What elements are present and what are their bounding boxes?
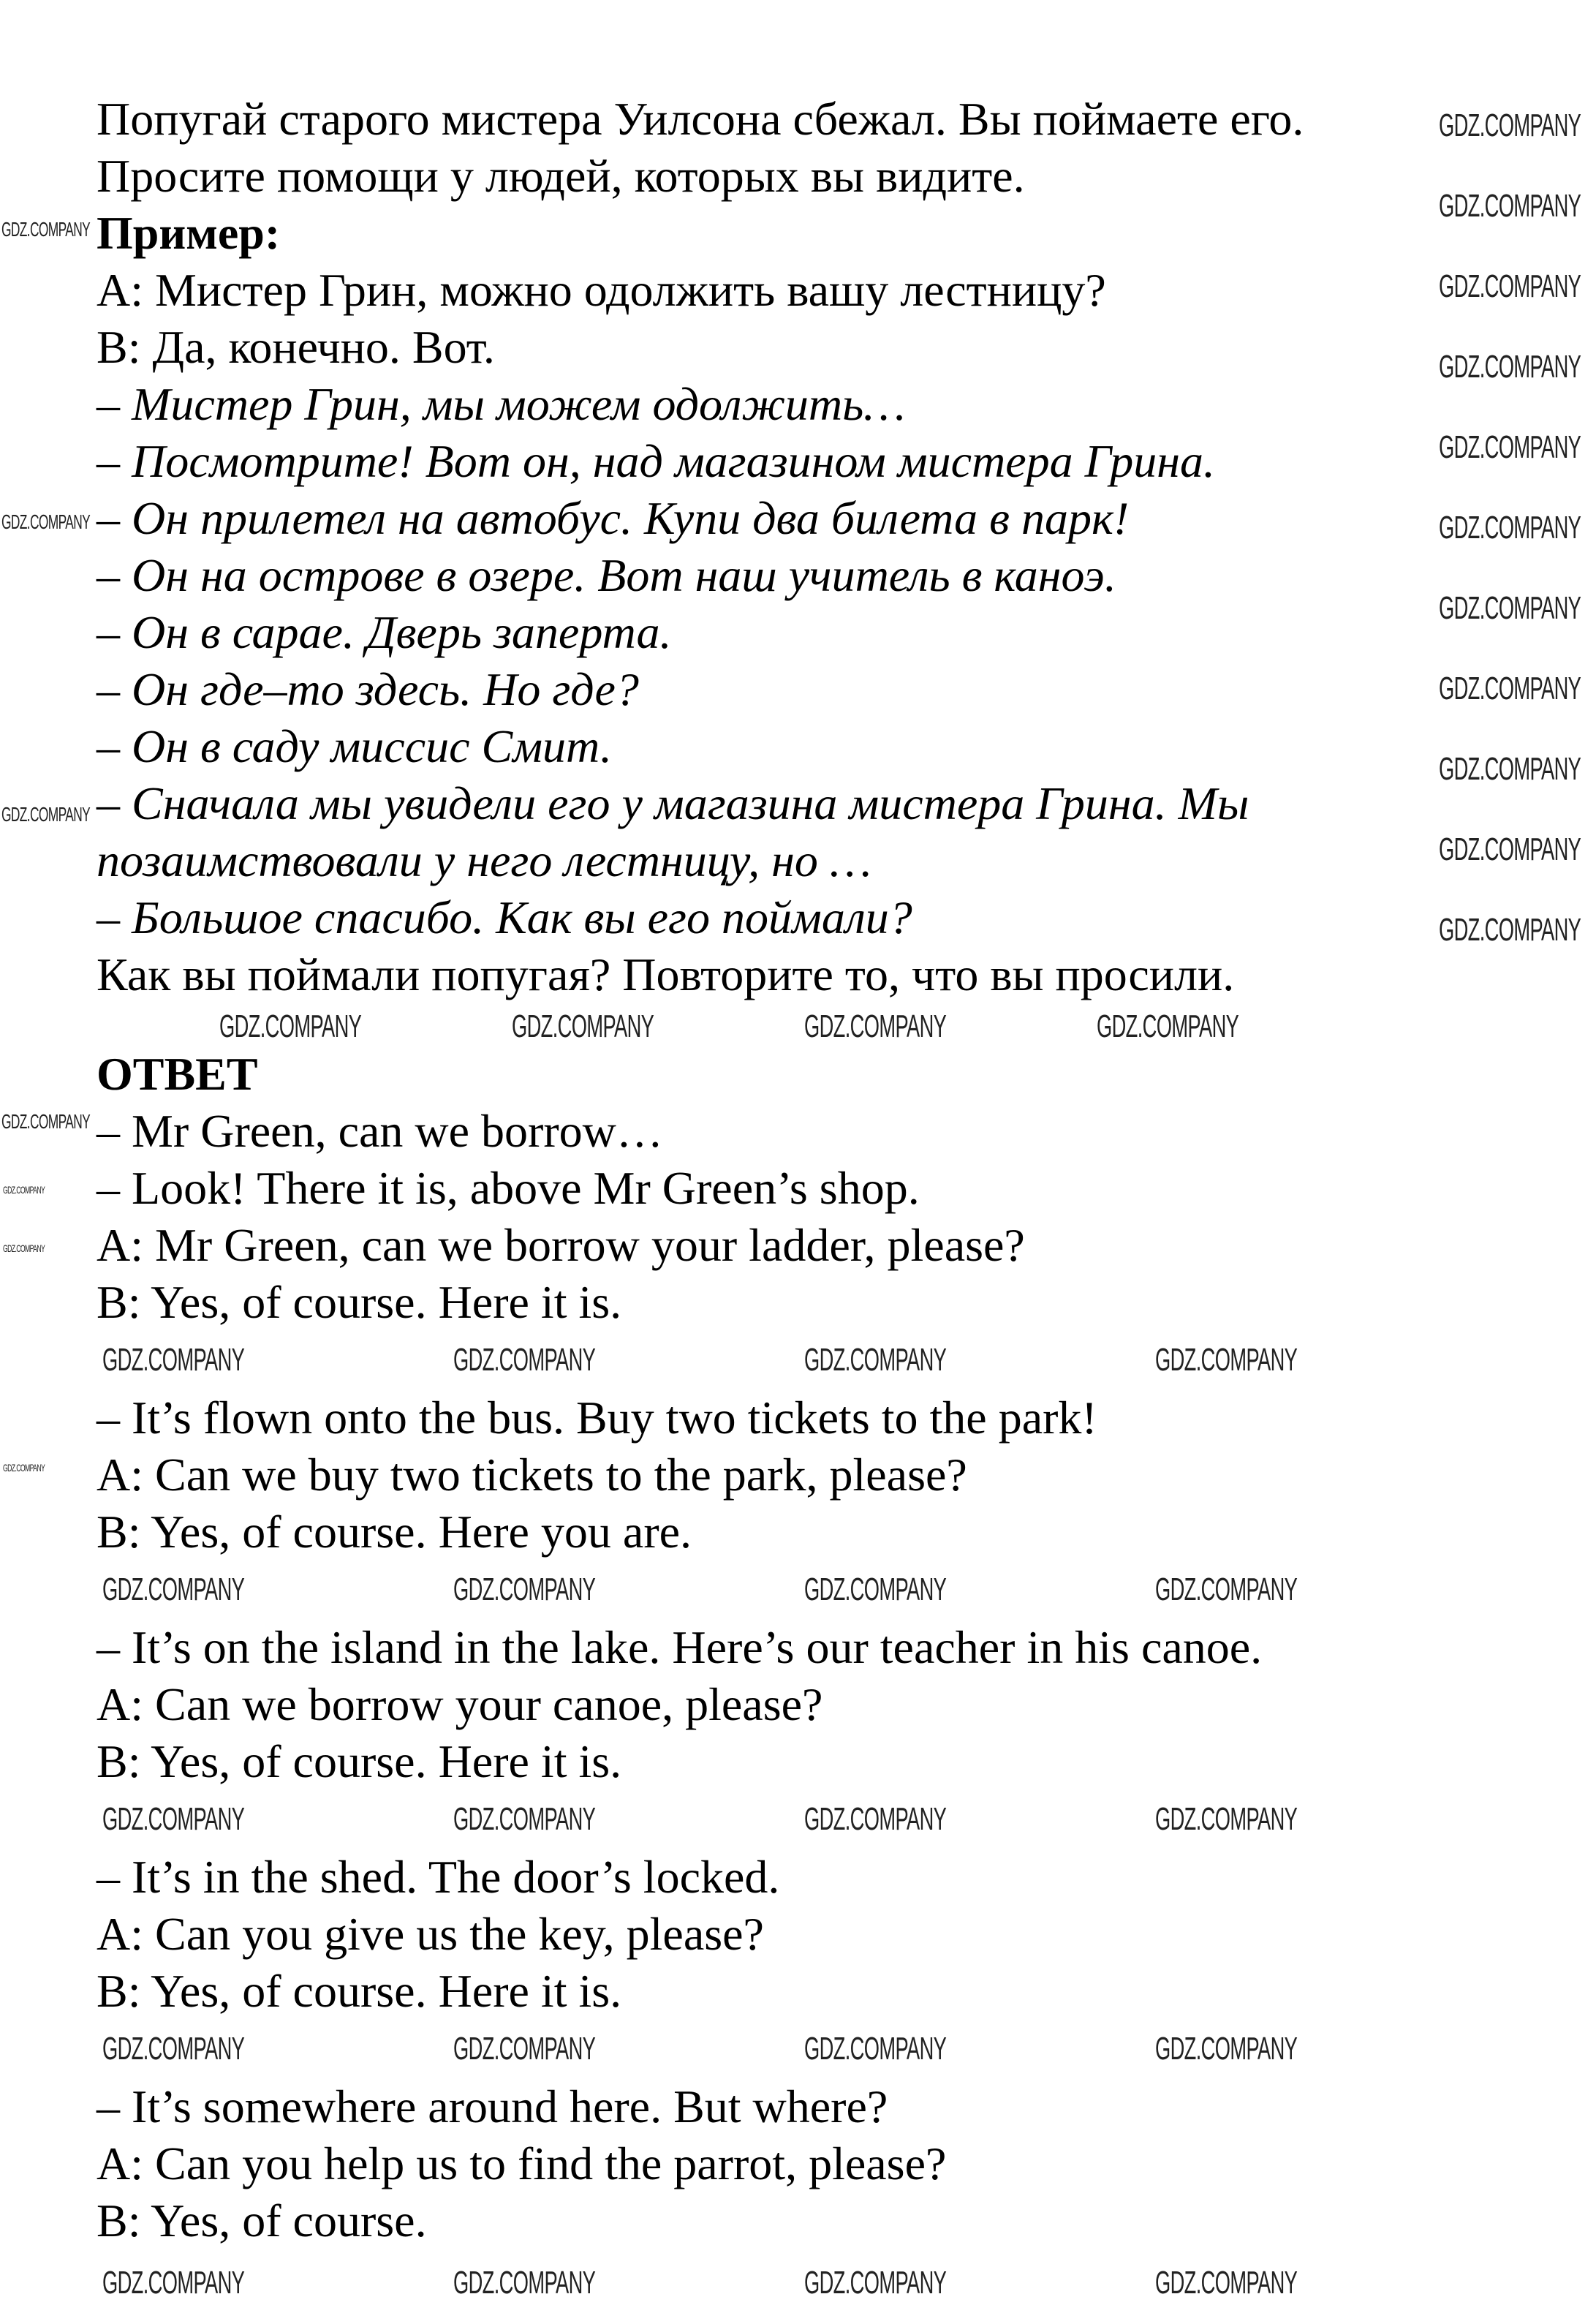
watermark: GDZ.COMPANY <box>3 1242 45 1254</box>
watermark: GDZ.COMPANY <box>453 2265 596 2301</box>
answer-line: B: Yes, of course. Here it is. <box>97 1965 622 2017</box>
answer-line: A: Can we borrow your canoe, please? <box>97 1678 823 1730</box>
watermark: GDZ.COMPANY <box>1439 349 1581 385</box>
task-item: – Он в саду миссис Смит. <box>97 720 613 772</box>
task-item: – Он на острове в озере. Вот наш учитель в каноэ. <box>97 549 1116 601</box>
watermark: GDZ.COMPANY <box>219 1008 362 1044</box>
watermark: GDZ.COMPANY <box>1439 671 1581 706</box>
answer-line: A: Can you give us the key, please? <box>97 1908 764 1960</box>
watermark: GDZ.COMPANY <box>1097 1008 1239 1044</box>
watermark: GDZ.COMPANY <box>1155 2031 1298 2067</box>
watermark: GDZ.COMPANY <box>3 1184 45 1196</box>
watermark: GDZ.COMPANY <box>804 1008 947 1044</box>
answer-heading: ОТВЕТ <box>97 1048 258 1100</box>
watermark: GDZ.COMPANY <box>102 1342 245 1378</box>
watermark: GDZ.COMPANY <box>102 1572 245 1607</box>
watermark: GDZ.COMPANY <box>1155 1801 1298 1837</box>
watermark: GDZ.COMPANY <box>102 2265 245 2301</box>
watermark: GDZ.COMPANY <box>1439 107 1581 143</box>
watermark: GDZ.COMPANY <box>1439 831 1581 867</box>
watermark: GDZ.COMPANY <box>804 1572 947 1607</box>
example-line: B: Да, конечно. Вот. <box>97 321 495 373</box>
watermark: GDZ.COMPANY <box>1 218 91 241</box>
task-item: – Сначала мы увидели его у магазина мистера Грина. Мы <box>97 777 1249 829</box>
example-line: A: Мистер Грин, можно одолжить вашу лестницу? <box>97 264 1106 316</box>
watermark: GDZ.COMPANY <box>1155 1572 1298 1607</box>
task-item: – Он прилетел на автобус. Купи два билета в парк! <box>97 492 1130 544</box>
answer-line: – It’s on the island in the lake. Here’s our teacher in his canoe. <box>97 1621 1263 1673</box>
watermark: GDZ.COMPANY <box>1 803 91 826</box>
answer-line: A: Can we buy two tickets to the park, please? <box>97 1449 967 1501</box>
task-item: – Он где–то здесь. Но где? <box>97 663 639 715</box>
watermark: GDZ.COMPANY <box>453 2031 596 2067</box>
answer-line: – Look! There it is, above Mr Green’s shop. <box>97 1162 920 1214</box>
watermark: GDZ.COMPANY <box>1155 1342 1298 1378</box>
answer-line: B: Yes, of course. Here you are. <box>97 1506 692 1558</box>
watermark: GDZ.COMPANY <box>3 1462 45 1474</box>
watermark: GDZ.COMPANY <box>453 1342 596 1378</box>
answer-line: A: Can you help us to find the parrot, please? <box>97 2138 947 2189</box>
watermark: GDZ.COMPANY <box>804 1342 947 1378</box>
task-question: Как вы поймали попугая? Повторите то, что вы просили. <box>97 948 1235 1000</box>
watermark: GDZ.COMPANY <box>804 2031 947 2067</box>
watermark: GDZ.COMPANY <box>1 510 91 533</box>
answer-line: – Mr Green, can we borrow… <box>97 1105 663 1157</box>
watermark: GDZ.COMPANY <box>512 1008 654 1044</box>
answer-line: – It’s flown onto the bus. Buy two tickets to the park! <box>97 1392 1097 1444</box>
task-line: Попугай старого мистера Уилсона сбежал. Вы поймаете его. <box>97 93 1304 145</box>
task-item: – Большое спасибо. Как вы его поймали? <box>97 891 912 943</box>
watermark: GDZ.COMPANY <box>1439 268 1581 304</box>
task-item: – Он в сарае. Дверь заперта. <box>97 606 672 658</box>
answer-line: B: Yes, of course. Here it is. <box>97 1276 622 1328</box>
watermark: GDZ.COMPANY <box>1439 912 1581 948</box>
watermark: GDZ.COMPANY <box>1155 2265 1298 2301</box>
answer-line: – It’s in the shed. The door’s locked. <box>97 1851 780 1903</box>
example-heading: Пример: <box>97 207 281 259</box>
task-item: – Мистер Грин, мы можем одолжить… <box>97 378 906 430</box>
task-item: позаимствовали у него лестницу, но … <box>97 834 871 886</box>
watermark: GDZ.COMPANY <box>804 2265 947 2301</box>
answer-line: B: Yes, of course. <box>97 2195 427 2246</box>
watermark: GDZ.COMPANY <box>1439 188 1581 224</box>
watermark: GDZ.COMPANY <box>453 1572 596 1607</box>
watermark: GDZ.COMPANY <box>102 2031 245 2067</box>
watermark: GDZ.COMPANY <box>1439 510 1581 546</box>
watermark: GDZ.COMPANY <box>804 1801 947 1837</box>
task-item: – Посмотрите! Вот он, над магазином мистера Грина. <box>97 435 1215 487</box>
answer-line: B: Yes, of course. Here it is. <box>97 1735 622 1787</box>
watermark: GDZ.COMPANY <box>1439 751 1581 787</box>
watermark: GDZ.COMPANY <box>1439 429 1581 465</box>
watermark: GDZ.COMPANY <box>453 1801 596 1837</box>
watermark: GDZ.COMPANY <box>1439 590 1581 626</box>
answer-line: – It’s somewhere around here. But where? <box>97 2080 888 2132</box>
task-line: Просите помощи у людей, которых вы видите. <box>97 150 1025 202</box>
answer-line: A: Mr Green, can we borrow your ladder, please? <box>97 1219 1025 1271</box>
watermark: GDZ.COMPANY <box>1 1110 91 1133</box>
watermark: GDZ.COMPANY <box>102 1801 245 1837</box>
